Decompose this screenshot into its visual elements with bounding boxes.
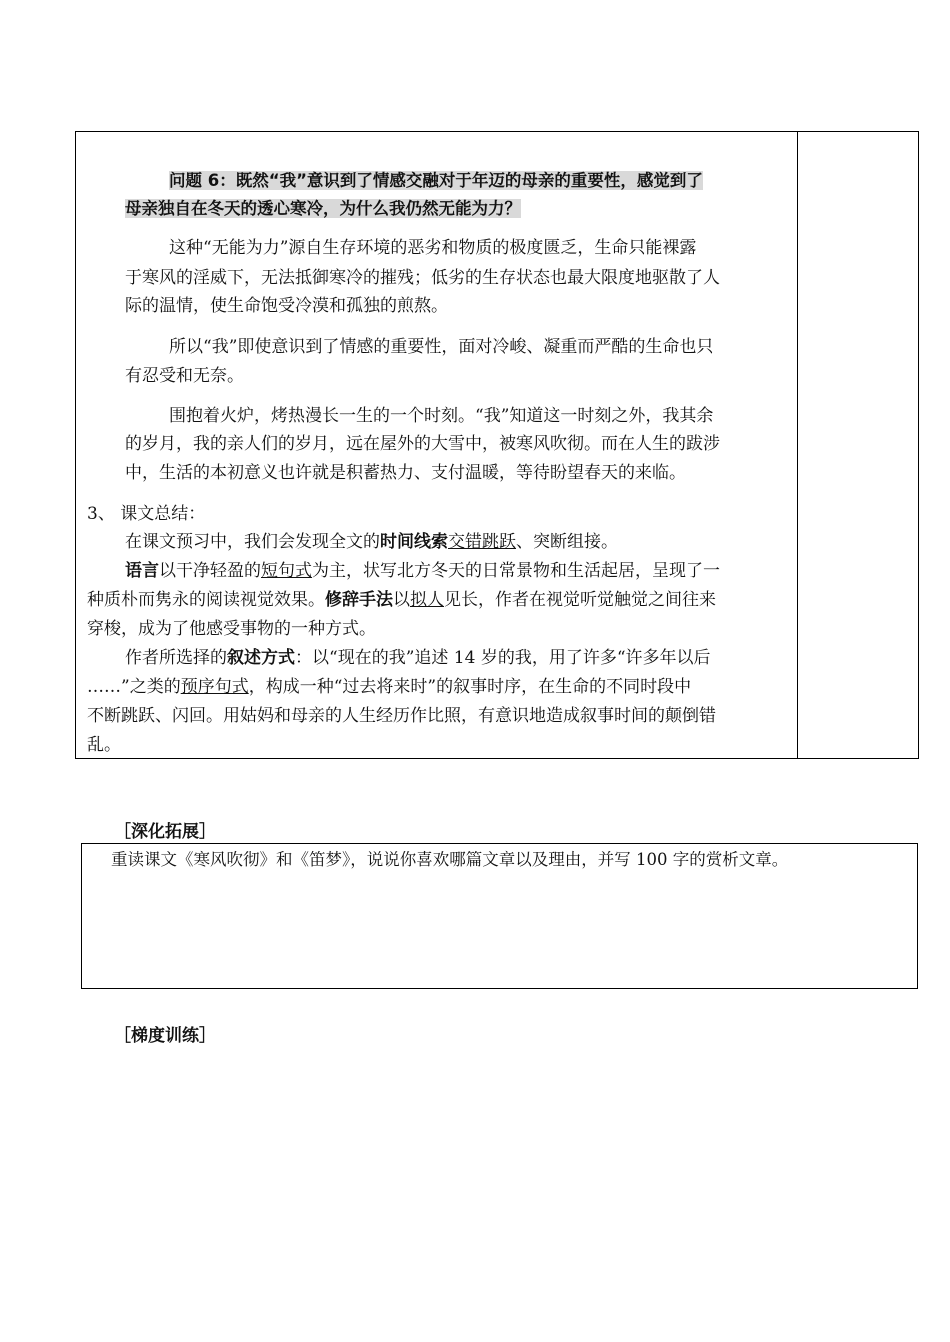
summary-text: 种质朴而隽永的阅读视觉效果。: [87, 590, 325, 610]
term-narration: 叙述方式: [227, 648, 295, 668]
question-6-text-2: 母亲独自在冬天的透心寒冷，为什么我仍然无能为力？: [125, 199, 521, 218]
summary-text: ：以“现在的我”追述 14 岁的我，用了许多“许多年以后: [295, 648, 711, 668]
summary-heading: 3、 课文总结：: [87, 504, 206, 524]
answer-p2-line-1: 所以“我”即使意识到了情感的重要性，面对冷峻、凝重而严酷的生命也只: [169, 337, 714, 357]
summary-line-3: [87, 590, 716, 610]
gradient-title: ［梯度训练］: [114, 1026, 216, 1046]
main-table: [75, 131, 919, 759]
answer-p3-line-2: 的岁月，我的亲人们的岁月，远在屋外的大雪中，被寒风吹彻。而在人生的跋涉: [125, 434, 720, 454]
question-6-line-1: [169, 171, 703, 191]
summary-line-6: [87, 677, 691, 697]
term-rhetoric: 修辞手法: [325, 590, 393, 610]
deepen-box: [81, 843, 918, 989]
term-time-clue: 时间线索: [380, 532, 448, 552]
underlined-term: 交错跳跃: [448, 532, 516, 552]
answer-p2-line-2: 有忍受和无奈。: [125, 366, 244, 386]
underlined-term: 短句式: [261, 561, 312, 581]
question-6-line-2: [125, 199, 521, 219]
answer-p1-line-2: 于寒风的淫威下，无法抵御寒冷的摧残；低劣的生存状态也最大限度地驱散了人: [125, 268, 720, 288]
summary-text: ……”之类的: [87, 677, 181, 697]
summary-line-4: 穿梭，成为了他感受事物的一种方式。: [87, 619, 376, 639]
answer-p3-line-3: 中，生活的本初意义也许就是积蓄热力、支付温暖，等待盼望春天的来临。: [125, 463, 686, 483]
summary-text: 为主，状写北方冬天的日常景物和生活起居，呈现了一: [312, 561, 720, 581]
answer-p3-line-1: 围抱着火炉，烤热漫长一生的一个时刻。“我”知道这一时刻之外，我其余: [169, 406, 714, 426]
summary-line-2: [125, 561, 720, 581]
summary-line-8: 乱。: [87, 735, 121, 755]
summary-text: 以干净轻盈的: [159, 561, 261, 581]
column-divider: [797, 132, 798, 758]
answer-p1-line-1: 这种“无能为力”源自生存环境的恶劣和物质的极度匮乏，生命只能裸露: [169, 238, 697, 258]
summary-line-1: [125, 532, 618, 552]
summary-text: 在课文预习中，我们会发现全文的: [125, 532, 380, 552]
deepen-title: ［深化拓展］: [114, 822, 216, 842]
summary-line-7: 不断跳跃、闪回。用姑妈和母亲的人生经历作比照，有意识地造成叙事时间的颠倒错: [87, 706, 716, 726]
term-language: 语言: [125, 561, 159, 581]
content-cell: [76, 132, 797, 758]
summary-text: ，构成一种“过去将来时”的叙事时序，在生命的不同时段中: [248, 677, 692, 697]
summary-text: 作者所选择的: [125, 648, 227, 668]
answer-p1-line-3: 际的温情，使生命饱受冷漠和孤独的煎熬。: [125, 296, 448, 316]
deepen-task: 重读课文《寒风吹彻》和《笛梦》，说说你喜欢哪篇文章以及理由，并写 100 字的赏析文章。: [111, 850, 789, 869]
underlined-term: 预序句式: [180, 677, 249, 697]
summary-text: 、突断组接。: [516, 532, 618, 552]
summary-text: 以: [393, 590, 410, 610]
question-6-text: 问题 6：既然“我”意识到了情感交融对于年迈的母亲的重要性，感觉到了: [169, 171, 703, 190]
underlined-term: 拟人: [410, 590, 444, 610]
summary-text: 见长，作者在视觉听觉触觉之间往来: [444, 590, 716, 610]
summary-line-5: [125, 648, 711, 668]
